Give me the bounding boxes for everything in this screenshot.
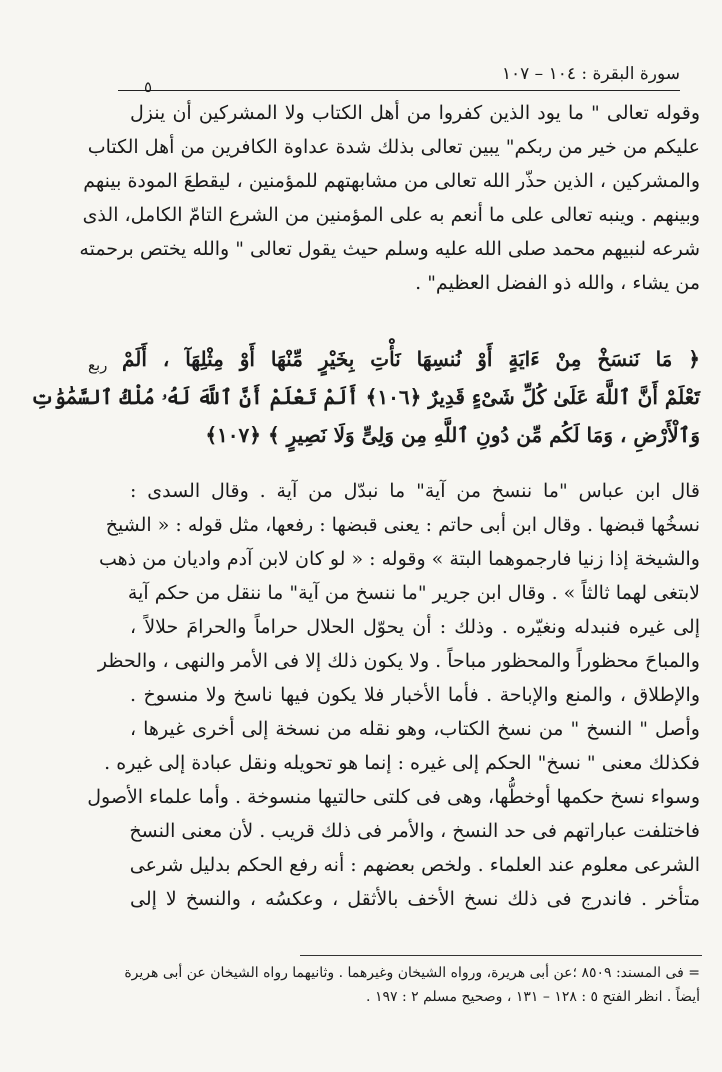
- text-line: نسخُها قبضها . وقال ابن أبى حاتم : يعنى قبضها : رفعها، مثل قوله : « الشيخ: [105, 514, 700, 536]
- text-line: شرعه لنبيهم محمد صلى الله عليه وسلم حيث يقول تعالى " والله يختص برحمته: [79, 238, 700, 260]
- text-line: لابتغى لهما ثالثاً » . وقال ابن جرير "ما ننسخ من آية" ما ننقل من حكم آية: [127, 582, 700, 604]
- text-line: وأصل " النسخ " من نسخ الكتاب، وهو نقله من نسخة إلى أخرى غيرها ،: [130, 718, 700, 740]
- text-line: والشيخة إذا زنيا فارجموهما البتة » وقوله : « لو كان لابن آدم واديان من ذهب: [99, 548, 700, 570]
- text-line: وقوله تعالى " ما يود الذين كفروا من أهل الكتاب ولا المشركين أن ينزل: [130, 102, 700, 124]
- quran-verse-line: ﴿ مَا نَنسَخْ مِنْ ءَايَةٍ أَوْ نُنسِهَا نَأْتِ بِخَيْرٍ مِّنْهَا أَوْ مِثْلِهَآ ، أَلَمْ: [122, 347, 700, 371]
- text-line: والمشركين ، الذين حذّر الله تعالى من مشابهتهم للمؤمنين ، ليقطعَ المودة بينهم: [83, 170, 700, 192]
- text-line: والإطلاق ، والمنع والإباحة . فأما الأخبار فلا يكون فيها ناسخ ولا منسوخ .: [130, 684, 700, 706]
- page-header: [118, 62, 680, 96]
- text-line: عليكم من خير من ربكم" يبين تعالى بذلك شدة عداوة الكافرين من أهل الكتاب: [87, 136, 700, 158]
- text-line: قال ابن عباس "ما ننسخ من آية" ما نبدّل من آية . وقال السدى :: [130, 480, 700, 502]
- text-line: فكذلك معنى " نسخ" الحكم إلى غيره : إنما هو تحويله ونقل عبادة إلى غيره .: [104, 752, 700, 774]
- text-line: وسواء نسخ حكمها أوخطُّها، وهى فى كلتى حالتيها منسوخة . وأما علماء الأصول: [87, 786, 700, 808]
- text-line: وبينهم . وينبه تعالى على ما أنعم به على المؤمنين من الشرع التامّ الكامل، الذى: [82, 204, 700, 226]
- quran-verse-line: وَٱلْأَرْضِ ، وَمَا لَكُم مِّن دُونِ ٱللَّهِ مِن وَلِىٍّ وَلَا نَصِيرٍ ﴾ ﴿١٠٧﴾: [205, 423, 700, 447]
- margin-note: ربع: [88, 356, 108, 374]
- text-line: الشرعى معلوم عند العلماء . ولخص بعضهم : أنه رفع الحكم بدليل شرعى: [129, 854, 700, 876]
- surah-title: سورة البقرة : ١٠٤ – ١٠٧: [501, 64, 680, 84]
- text-line: إلى غيره فنبدله ونغيّره . وذلك : أن يحوّل الحلال حراماً والحرامَ حلالاً ،: [130, 616, 700, 638]
- footnote-divider: [300, 955, 702, 956]
- quran-verse-line: تَعْلَمْ أَنَّ ٱللَّهَ عَلَىٰ كُلِّ شَىْءٍ قَدِيرٌ ﴿١٠٦﴾ أَلَمْ تَعْلَمْ أَنَّ ٱللَّهَ لَهُۥ مُلْكُ ٱلسَّمَٰوَٰتِ: [30, 385, 700, 409]
- text-line: فاختلفت عباراتهم فى حد النسخ ، والأمر فى ذلك قريب . لأن معنى النسخ: [129, 820, 700, 842]
- footnote-line: أيضاً . انظر الفتح ٥ : ١٢٨ – ١٣١ ، وصحيح مسلم ٢ : ١٩٧ .: [366, 989, 700, 1005]
- text-line: من يشاء ، والله ذو الفضل العظيم" .: [415, 272, 700, 294]
- page-number: ٥: [144, 78, 153, 96]
- text-line: متأخر . فاندرج فى ذلك نسخ الأخف بالأثقل ، وعكسُه ، والنسخ لا إلى: [130, 888, 700, 910]
- text-line: والمباحَ محظوراً والمحظور مباحاً . ولا يكون ذلك إلا فى الأمر والنهى ، والحظر: [97, 650, 700, 672]
- footnote-line: = فى المسند: ٨٥٠٩ ؛عن أبى هريرة، ورواه الشيخان وغيرهما . وثانيهما رواه الشيخان عن أبى هريرة: [124, 965, 700, 981]
